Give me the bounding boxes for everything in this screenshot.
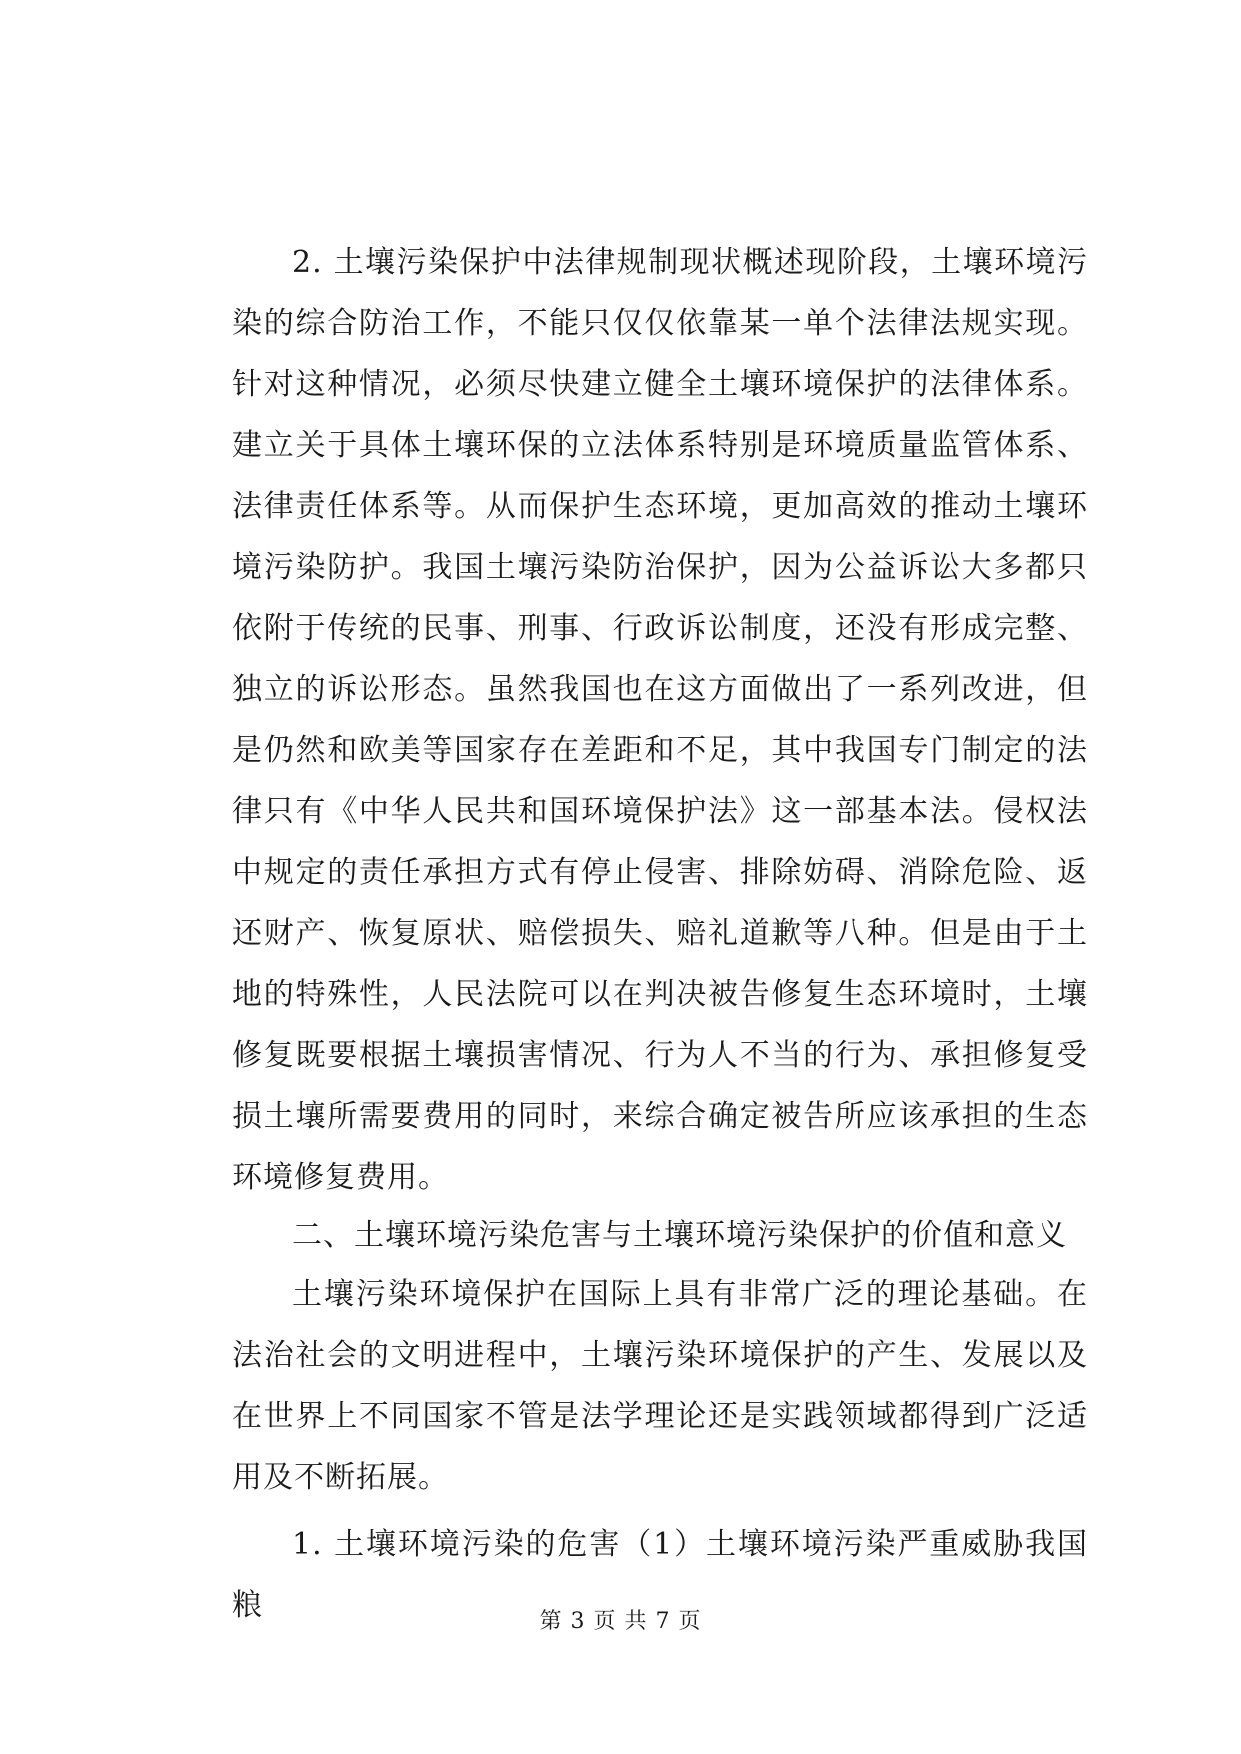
paragraph-pollution-harm: 1. 土壤环境污染的危害（1）土壤环境污染严重威胁我国粮 (232, 1527, 1088, 1623)
paragraph-theory-basis: 土壤污染环境保护在国际上具有非常广泛的理论基础。在法治社会的文明进程中，土壤污染环境保护的产生、发展以及在世界上不同国家不管是法学理论还是实践领域都得到广泛适用及不断拓展。 (232, 1277, 1088, 1495)
paragraph-legal-status: 2. 土壤污染保护中法律规制现状概述现阶段，土壤环境污染的综合防治工作，不能只仅仅依靠某一单个法律法规实现。针对这种情况，必须尽快建立健全土壤环境保护的法律体系。建立关于具体土壤环保的立法体系特别是环境质量监管体系、法律责任体系等。从而保护生态环境，更加高效的推动土壤环境污染防护。我国土壤污染防治保护，因为公益诉讼大多都只依附于传统的民事、刑事、行政诉讼制度，还没有形成完整、独立的诉讼形态。虽然我国也在这方面做出了一系列改进，但是仍然和欧美等国家存在差距和不足，其中我国专门制定的法律只有《中华人民共和国环境保护法》这一部基本法。侵权法中规定的责任承担方式有停止侵害、排除妨碍、消除危险、返还财产、恢复原状、赔偿损失、赔礼道歉等八种。但是由于土地的特殊性，人民法院可以在判决被告修复生态环境时，土壤修复既要根据土壤损害情况、行为人不当的行为、承担修复受损土壤所需要费用的同时，来综合确定被告所应该承担的生态环境修复费用。 (232, 245, 1088, 1195)
page-number-footer: 第 3 页 共 7 页 (539, 1609, 702, 1634)
section-heading-2: 二、土壤环境污染危害与土壤环境污染保护的价值和意义 (292, 1218, 1067, 1253)
document-body (232, 232, 1088, 1636)
